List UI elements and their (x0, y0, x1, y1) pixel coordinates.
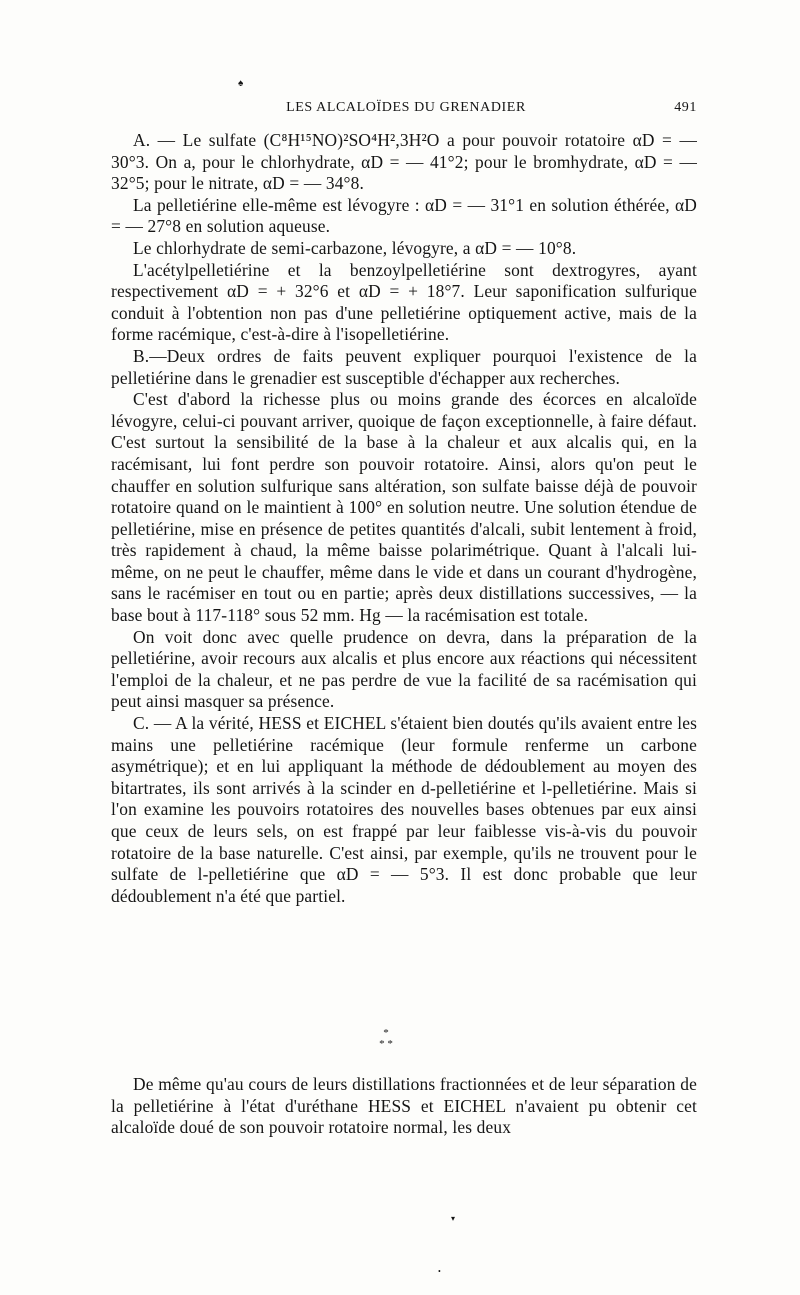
asterism-separator (356, 1028, 416, 1058)
main-text (111, 130, 697, 907)
paragraph-distillations: De même qu'au cours de leurs distillations fractionnées et de leur séparation de la pelletiérine à l'état d'uréthane HESS et EICHEL n'avaient pu obtenir cet alcaloïde doué de son pouvoir rotatoire normal, les deux (111, 1074, 697, 1138)
paragraph-section-c: C. — A la vérité, HESS et EICHEL s'étaient bien doutés qu'ils avaient entre les mains une pelletiérine racémique (leur formule renferme un carbone asymétrique); et en lui appliquant la méthode de dédoublement au moyen des bitartrates, ils sont arrivés à la scinder en d-pelletiérine et l-pelletiérine. Mais si l'on examine les pouvoirs rotatoires des nouvelles bases obtenues par eux ainsi que ceux de leurs sels, on est frappé par leur faiblesse vis-à-vis du pouvoir rotatoire de la base naturelle. C'est ainsi, par exemple, qu'ils ne trouvent pour le sulfate de l-pelletiérine que αD = — 5°3. Il est donc probable que leur dédoublement n'a été que partiel. (111, 713, 697, 906)
running-title: LES ALCALOÏDES DU GRENADIER (286, 100, 526, 115)
paragraph-racemisation: C'est d'abord la richesse plus ou moins grande des écorces en alcaloïde lévogyre, celui-ci pouvant arriver, quoique de façon exceptionnelle, à faire défaut. C'est surtout la sensibilité de la base à la chaleur et aux alcalis qui, en la racémisant, lui font perdre son pouvoir rotatoire. Ainsi, alors qu'on peut le chauffer en solution sulfurique sans altération, son sulfate baisse déjà de pouvoir rotatoire quand on le maintient à 100° en solution neutre. Une solution étendue de pelletiérine, mise en présence de petites quantités d'alcali, subit lentement à froid, très rapidement à chaud, la même baisse polarimétrique. Quant à l'alcali lui-même, on ne peut le chauffer, même dans le vide et dans un courant d'hydrogène, sans le racémiser en tout ou en partie; après deux distillations successives, — la base bout à 117-118° sous 52 mm. Hg — la racémisation est totale. (111, 389, 697, 626)
ink-speck: ▾ (451, 1214, 456, 1223)
paragraph-section-b: B.—Deux ordres de faits peuvent expliquer pourquoi l'existence de la pelletiérine dans le grenadier est susceptible d'échapper aux recherches. (111, 345, 697, 388)
page-number: 491 (674, 100, 697, 115)
paragraph-pelletierine-levogyre: La pelletiérine elle-même est lévogyre : αD = — 31°1 en solution éthérée, αD = — 27°8 en solution aqueuse. (111, 194, 697, 237)
asterism-bottom: * * (379, 1038, 393, 1050)
paragraph-semicarbazone: Le chlorhydrate de semi-carbazone, lévogyre, a αD = — 10°8. (133, 237, 577, 258)
paragraph-prudence: On voit donc avec quelle prudence on devra, dans la préparation de la pelletiérine, avoir recours aux alcalis et plus encore aux réactions qui nécessitent l'emploi de la chaleur, et ne pas perdre de vue la facilité de sa racémisation qui peut ainsi masquer sa présence. (111, 626, 697, 712)
running-header (115, 100, 697, 122)
ink-speck: • (438, 1267, 441, 1276)
ink-mark: ♠ (238, 78, 244, 89)
asterism-top: * (383, 1027, 389, 1039)
continued-text (111, 1074, 697, 1139)
paragraph-acetyl-benzoyl: L'acétylpelletiérine et la benzoylpelletiérine sont dextrogyres, ayant respectivement αD = + 32°6 et αD = + 18°7. Leur saponification sulfurique conduit à l'obtention non pas d'une pelletiérine optiquement active, mais de la forme racémique, c'est-à-dire à l'isopelletiérine. (111, 259, 697, 345)
paragraph-sulfate-rotation: A. — Le sulfate (C⁸H¹⁵NO)²SO⁴H²,3H²O a pour pouvoir rotatoire αD = — 30°3. On a, pour le chlorhydrate, αD = — 41°2; pour le bromhydrate, αD = — 32°5; pour le nitrate, αD = — 34°8. (111, 130, 697, 194)
